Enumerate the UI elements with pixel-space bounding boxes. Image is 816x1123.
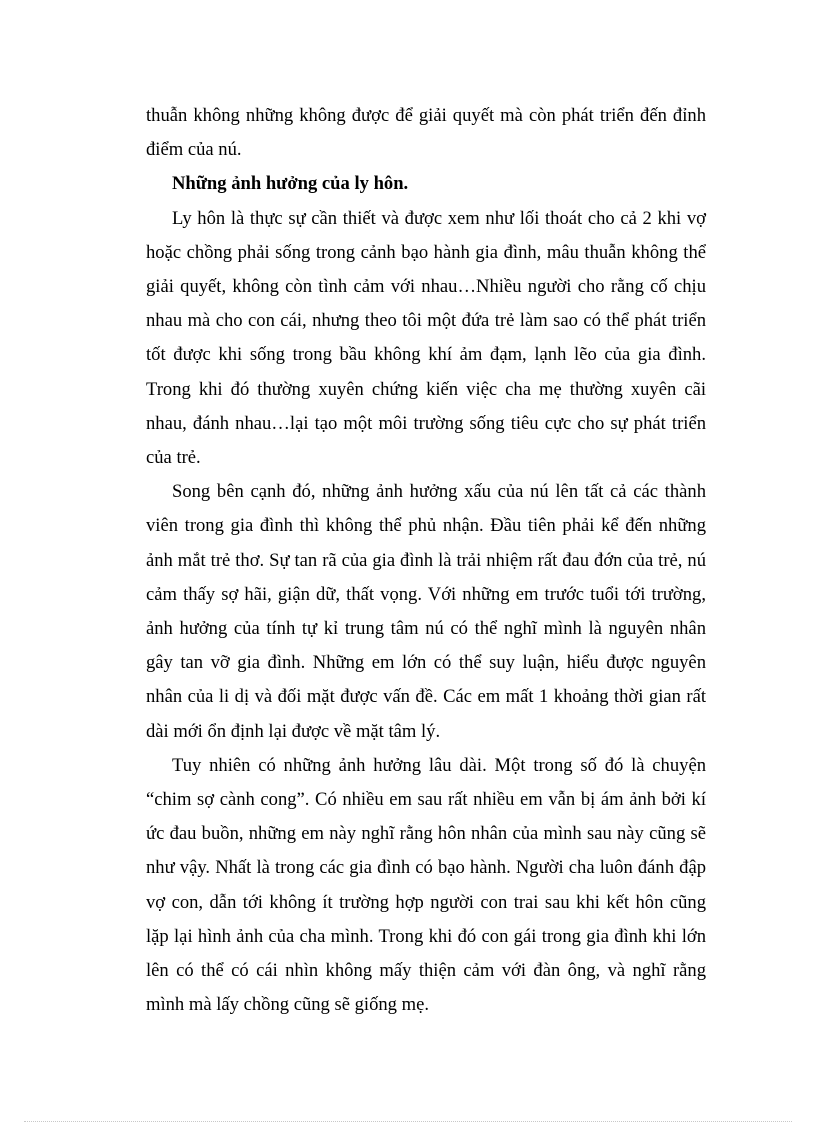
paragraph-effects-on-children: Song bên cạnh đó, những ảnh hưởng xấu của nú lên tất cả các thành viên trong gia đình thì không thể phủ nhận. Đầu tiên phải kể đến những ảnh mắt trẻ thơ. Sự tan rã của gia đình là trải nhiệm rất đau đớn của trẻ, nú cảm thấy sợ hãi, giận dữ, thất vọng. Với những em trước tuổi tới trường, ảnh hưởng của tính tự kỉ trung tâm nú có thể nghĩ mình là nguyên nhân gây tan vỡ gia đình. Những em lớn có thể suy luận, hiểu được nguyên nhân của li dị và đối mặt được vấn đề. Các em mất 1 khoảng thời gian rất dài mới ổn định lại được về mặt tâm lý. (146, 481, 706, 742)
paragraph-divorce-necessity: Ly hôn là thực sự cần thiết và được xem như lối thoát cho cả 2 khi vợ hoặc chồng phải sống trong cảnh bạo hành gia đình, mâu thuẫn không thể giải quyết, không còn tình cảm với nhau…Nhiều người cho rằng cố chịu nhau mà cho con cái, nhưng theo tôi một đứa trẻ làm sao có thể phát triển tốt được khi sống trong bầu không khí ảm đạm, lạnh lẽo của gia đình. Trong khi đó thường xuyên chứng kiến việc cha mẹ thường xuyên cãi nhau, đánh nhau…lại tạo một môi trường sống tiêu cực cho sự phát triển của trẻ. (146, 207, 706, 469)
section-heading: Những ảnh hưởng của ly hôn. (172, 173, 409, 195)
page-bottom-divider (24, 1121, 792, 1122)
paragraph-long-term-effects: Tuy nhiên có những ảnh hưởng lâu dài. Một trong số đó là chuyện “chim sợ cành cong”. Có nhiều em sau rất nhiều em vẫn bị ám ảnh bởi kí ức đau buồn, những em này nghĩ rằng hôn nhân của mình sau này cũng sẽ như vậy. Nhất là trong các gia đình có bạo hành. Người cha luôn đánh đập vợ con, dẫn tới không ít trường hợp người con trai sau khi kết hôn cũng lặp lại hình ảnh của cha mình. Trong khi đó con gái trong gia đình khi lớn lên có thể có cái nhìn không mấy thiện cảm với đàn ông, và nghĩ rằng mình mà lấy chồng cũng sẽ giống mẹ. (146, 754, 706, 1016)
paragraph-continuation: thuẫn không những không được để giải quyết mà còn phát triển đến đỉnh điểm của nú. (146, 105, 706, 161)
document-body (146, 99, 706, 1022)
